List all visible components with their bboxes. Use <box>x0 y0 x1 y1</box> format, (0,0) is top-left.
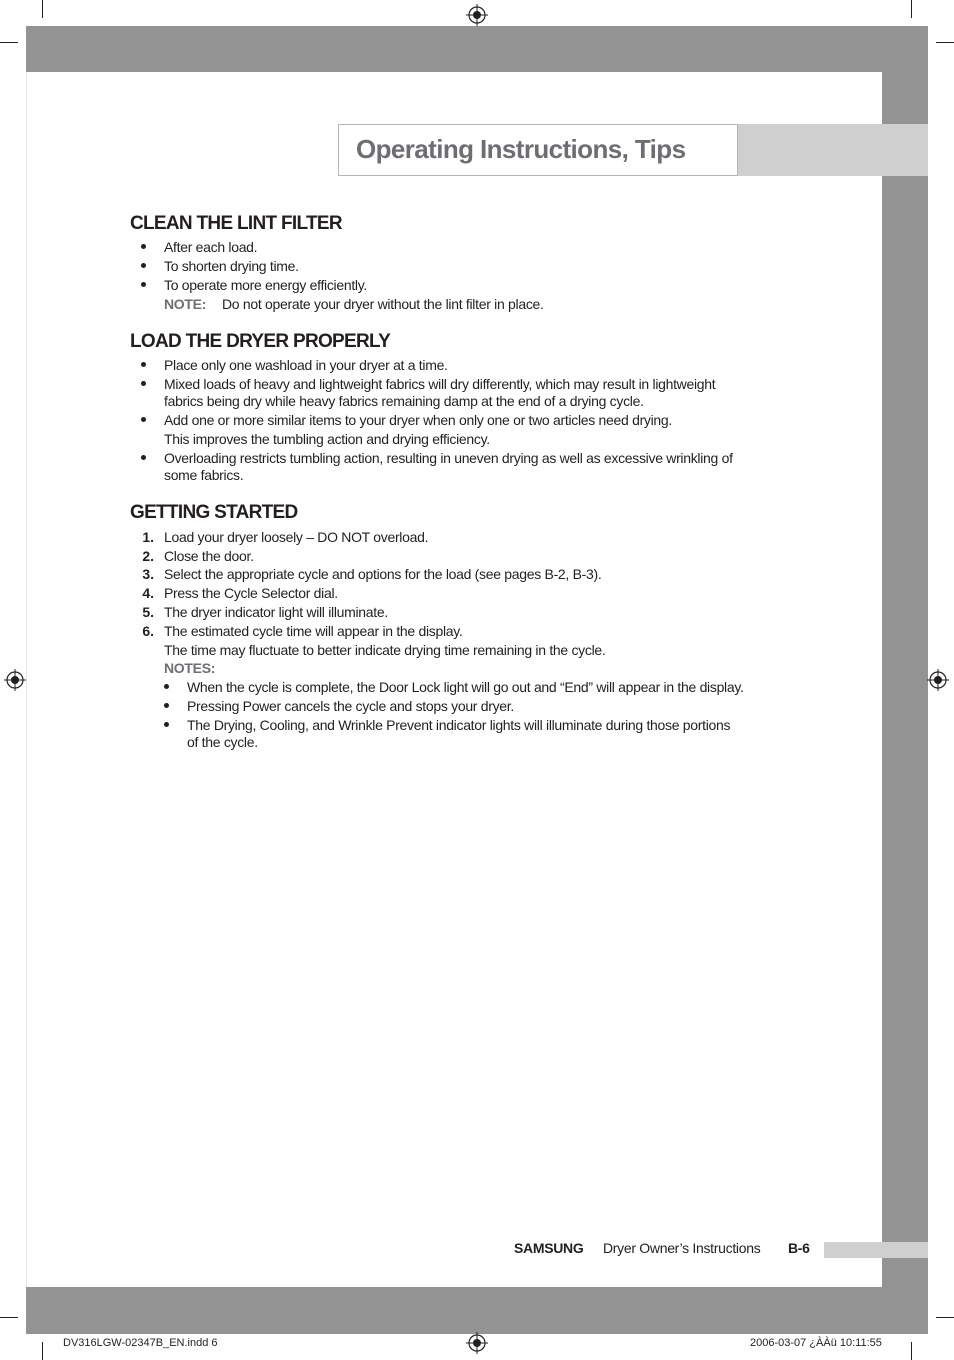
note-item: When the cycle is complete, the Door Lock light will go out and “End” will appear in the display. <box>187 679 744 695</box>
crop-mark <box>936 1317 954 1318</box>
crop-mark <box>936 42 954 43</box>
registration-mark-icon <box>927 669 949 691</box>
slug-timestamp: 2006-03-07 ¿ÀÀü 10:11:55 <box>750 1337 882 1349</box>
crop-mark <box>911 1342 912 1360</box>
note-label: NOTE: <box>164 296 207 312</box>
section-heading-lint: CLEAN THE LINT FILTER <box>130 213 342 234</box>
bullet <box>141 244 146 249</box>
registration-mark-icon <box>466 4 488 26</box>
frame-left-margin <box>26 72 44 1287</box>
list-item: To shorten drying time. <box>164 258 299 274</box>
step-number: 2. <box>142 548 154 564</box>
registration-mark-icon <box>466 1332 488 1354</box>
page-title: Operating Instructions, Tips <box>356 134 686 164</box>
footer-accent-bar <box>824 1242 928 1258</box>
list-item-continued: This improves the tumbling action and drying efficiency. <box>164 431 490 447</box>
step-number: 6. <box>142 623 154 639</box>
slug-filename: DV316LGW-02347B_EN.indd 6 <box>63 1337 218 1349</box>
step-text: Press the Cycle Selector dial. <box>164 585 338 601</box>
section-heading-load: LOAD THE DRYER PROPERLY <box>130 331 391 352</box>
step-number: 3. <box>142 566 154 582</box>
step-text: Close the door. <box>164 548 254 564</box>
note-text: Do not operate your dryer without the lint filter in place. <box>222 296 544 312</box>
list-item: Place only one washload in your dryer at a time. <box>164 357 448 373</box>
step-text: The estimated cycle time will appear in the display. <box>164 623 463 639</box>
list-item: After each load. <box>164 239 258 255</box>
footer-brand: SAMSUNG <box>514 1240 584 1256</box>
footer-doc-title: Dryer Owner’s Instructions <box>603 1240 761 1256</box>
list-item: Mixed loads of heavy and lightweight fabrics will dry differently, which may result in lightweight <box>164 376 716 392</box>
bullet <box>164 684 169 689</box>
crop-mark <box>0 42 18 43</box>
title-accent-bar <box>737 124 928 176</box>
section-heading-start: GETTING STARTED <box>130 502 298 523</box>
bullet <box>141 263 146 268</box>
title-box <box>338 124 738 176</box>
step-number: 1. <box>142 529 154 545</box>
list-item-continued: fabrics being dry while heavy fabrics remaining damp at the end of a drying cycle. <box>164 393 644 409</box>
registration-mark-icon <box>4 669 26 691</box>
bullet <box>141 362 146 367</box>
notes-label: NOTES: <box>164 660 216 676</box>
bullet <box>141 455 146 460</box>
list-item: Overloading restricts tumbling action, resulting in uneven drying as well as excessive wrinkling of <box>164 450 733 466</box>
footer-page-number: B-6 <box>788 1240 810 1256</box>
bullet <box>164 722 169 727</box>
step-number: 5. <box>142 604 154 620</box>
frame-top-bar <box>26 26 928 72</box>
frame-bottom-bar <box>26 1287 928 1334</box>
crop-mark <box>0 1317 18 1318</box>
bullet <box>164 703 169 708</box>
step-text: Load your dryer loosely – DO NOT overload. <box>164 529 429 545</box>
bullet <box>141 282 146 287</box>
step-text-continued: The time may fluctuate to better indicate drying time remaining in the cycle. <box>164 642 606 658</box>
frame-right-bar <box>882 26 928 1334</box>
bullet <box>141 417 146 422</box>
list-item: Add one or more similar items to your dryer when only one or two articles need drying. <box>164 412 672 428</box>
note-item-continued: of the cycle. <box>187 734 258 750</box>
step-text: The dryer indicator light will illuminate. <box>164 604 388 620</box>
note-item: Pressing Power cancels the cycle and stops your dryer. <box>187 698 514 714</box>
note-item: The Drying, Cooling, and Wrinkle Prevent indicator lights will illuminate during those portions <box>187 717 731 733</box>
crop-mark <box>42 0 43 18</box>
crop-mark <box>911 0 912 18</box>
step-text: Select the appropriate cycle and options for the load (see pages B-2, B-3). <box>164 566 602 582</box>
step-number: 4. <box>142 585 154 601</box>
list-item-continued: some fabrics. <box>164 467 244 483</box>
crop-mark <box>42 1342 43 1360</box>
list-item: To operate more energy efficiently. <box>164 277 367 293</box>
bullet <box>141 381 146 386</box>
